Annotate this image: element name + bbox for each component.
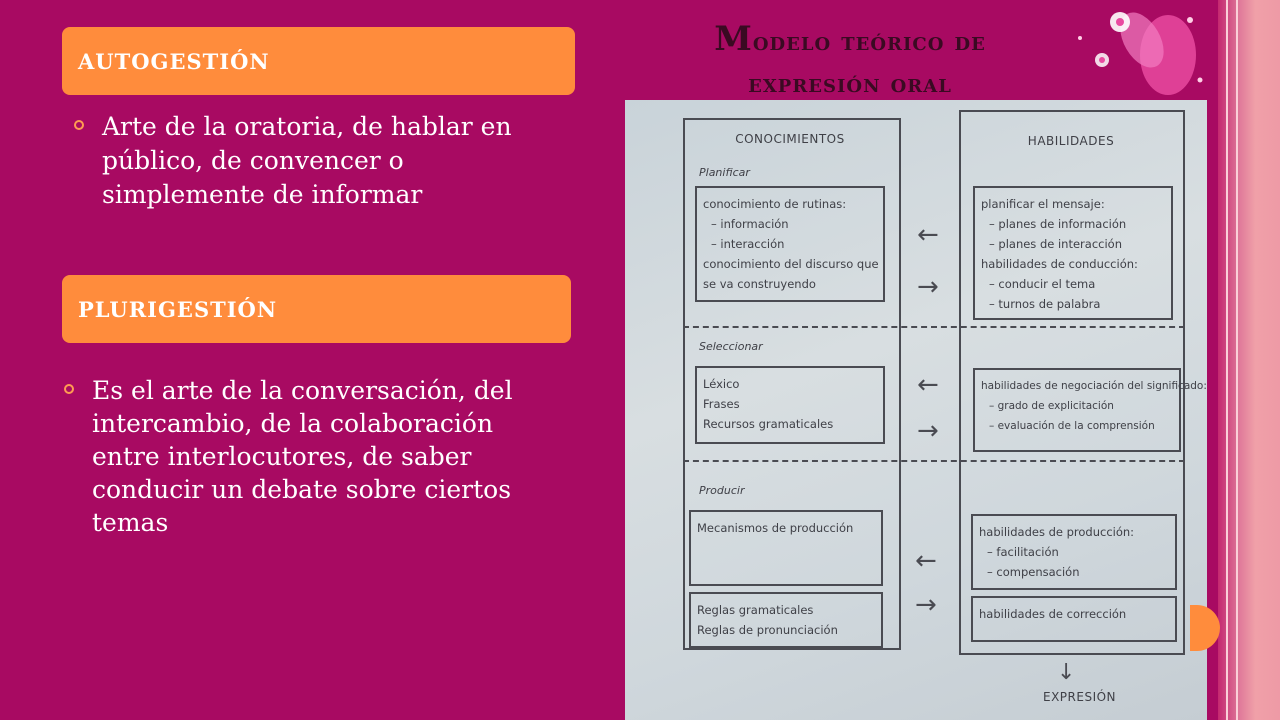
bullet-ring-icon: [64, 384, 74, 394]
box-line: – planes de información: [989, 217, 1127, 231]
box-line: – información: [711, 217, 789, 231]
section-label-seleccionar: Seleccionar: [699, 340, 763, 353]
banner-label: AUTOGESTIÓN: [78, 48, 270, 74]
bullet-text: Es el arte de la conversación, del intercambio, de la colaboración entre interlocutores, de saber conducir un debate sobre ciertos temas: [92, 376, 513, 537]
slide-number-badge: [1190, 605, 1220, 651]
box-line: – turnos de palabra: [989, 297, 1101, 311]
box-line: Recursos gramaticales: [703, 417, 834, 431]
slide-title: [640, 18, 1060, 105]
plurigestion-banner: [62, 275, 571, 343]
title-line1: odelo teórico de: [752, 27, 986, 57]
box-line: conocimiento de rutinas:: [703, 197, 847, 211]
skills-heading: HABILIDADES: [1027, 134, 1115, 148]
bullet-item: [92, 374, 562, 539]
box-line: habilidades de conducción:: [981, 257, 1138, 271]
section-label-planificar: Planificar: [699, 166, 750, 179]
title-line2: expresión oral: [748, 69, 952, 99]
bullet-item: [102, 110, 572, 212]
diagram-photo: [625, 100, 1207, 720]
box-line: planificar el mensaje:: [981, 197, 1105, 211]
section-divider: [683, 460, 1185, 462]
flower-decoration: [1050, 0, 1220, 110]
box-line: – facilitación: [987, 545, 1059, 559]
box-line: Reglas gramaticales: [697, 603, 814, 617]
box-line: – planes de interacción: [989, 237, 1122, 251]
skills-box: [973, 186, 1173, 320]
right-arrow-icon: →: [917, 416, 939, 446]
skills-box: [973, 368, 1207, 452]
left-arrow-icon: ←: [915, 546, 937, 576]
right-arrow-icon: →: [915, 590, 937, 620]
bullet-text: Arte de la oratoria, de hablar en público, de convencer o simplemente de informar: [102, 112, 512, 209]
skills-box: [971, 514, 1177, 590]
knowledge-box: [695, 186, 885, 302]
box-line: conocimiento del discurso que: [703, 257, 879, 271]
box-line: Reglas de pronunciación: [697, 623, 838, 637]
banner-label: PLURIGESTIÓN: [78, 296, 278, 322]
knowledge-box: [689, 510, 883, 586]
box-line: Frases: [703, 397, 740, 411]
box-line: – conducir el tema: [989, 277, 1096, 291]
decorative-line: [1226, 0, 1228, 720]
skills-box: [971, 596, 1177, 642]
box-line: – interacción: [711, 237, 785, 251]
box-line: se va construyendo: [703, 277, 816, 291]
decorative-line: [1236, 0, 1238, 720]
box-line: – evaluación de la comprensión: [989, 420, 1155, 432]
box-line: Léxico: [703, 377, 740, 391]
section-label-producir: Producir: [699, 484, 745, 497]
box-line: – grado de explicitación: [989, 400, 1114, 412]
box-line: habilidades de corrección: [979, 607, 1127, 621]
left-arrow-icon: ←: [917, 370, 939, 400]
left-arrow-icon: ←: [917, 220, 939, 250]
down-arrow-icon: ↓: [1057, 660, 1076, 685]
output-label: EXPRESIÓN: [1043, 690, 1117, 704]
knowledge-heading: CONOCIMIENTOS: [735, 132, 845, 146]
box-line: Mecanismos de producción: [697, 521, 854, 535]
title-first-letter: M: [714, 19, 753, 59]
box-line: habilidades de producción:: [979, 525, 1135, 539]
knowledge-box: [695, 366, 885, 444]
autogestion-banner: [62, 27, 575, 95]
box-line: habilidades de negociación del significado:: [981, 380, 1207, 392]
knowledge-box: [689, 592, 883, 648]
decorative-side-strip: [1218, 0, 1280, 720]
right-arrow-icon: →: [917, 272, 939, 302]
bullet-ring-icon: [74, 120, 84, 130]
box-line: – compensación: [987, 565, 1080, 579]
section-divider: [683, 326, 1185, 328]
